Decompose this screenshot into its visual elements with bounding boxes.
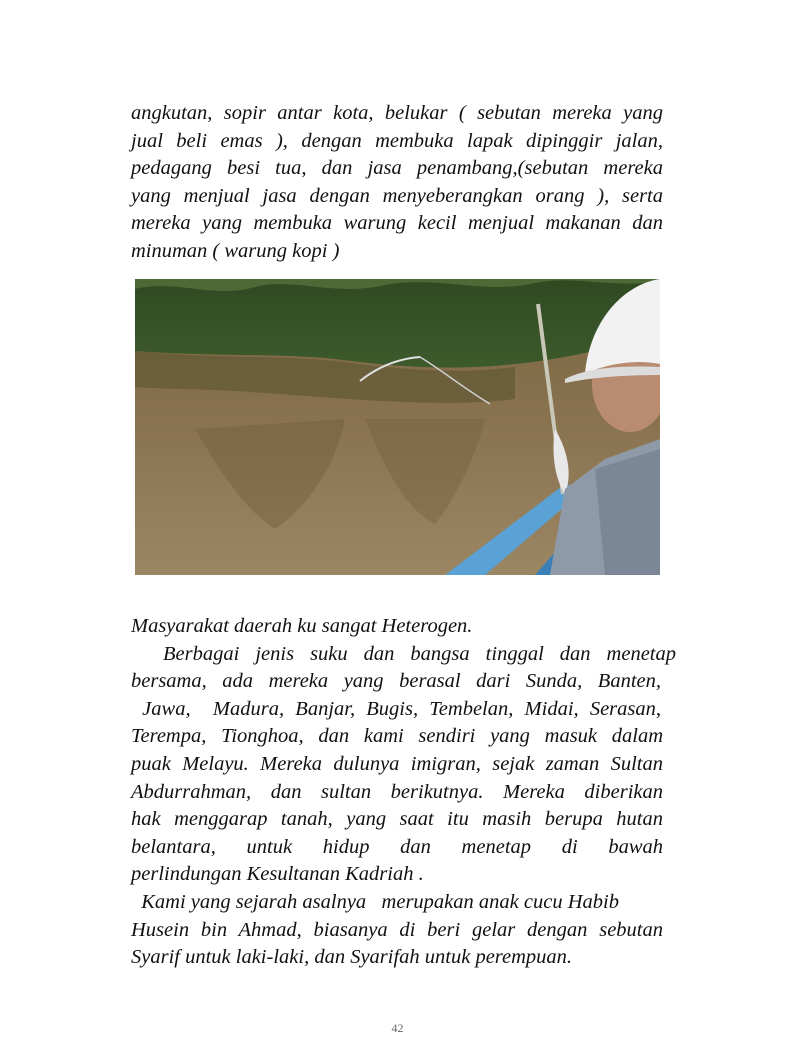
- page-number: 42: [391, 1021, 404, 1035]
- text-line: jual beli emas ), dengan membuka lapak dipinggir jalan,: [131, 129, 663, 152]
- text-line: pedagang besi tua, dan jasa penambang,(sebutan mereka: [131, 157, 663, 180]
- text-line: angkutan, sopir antar kota, belukar ( sebutan mereka yang: [131, 102, 663, 124]
- photo-illustration: [135, 279, 660, 575]
- text-line: minuman ( warung kopi ): [131, 239, 340, 262]
- text-line: Abdurrahman, dan sultan berikutnya. Mereka diberikan: [131, 780, 663, 803]
- paragraph-top: [131, 100, 663, 266]
- text-line: Berbagai jenis suku dan bangsa tinggal dan menetap: [131, 642, 676, 665]
- text-line: puak Melayu. Mereka dulunya imigran, sejak zaman Sultan: [131, 752, 663, 775]
- text-line: Jawa, Madura, Banjar, Bugis, Tembelan, Midai, Serasan,: [131, 697, 661, 720]
- text-line: mereka yang membuka warung kecil menjual makanan dan: [131, 212, 663, 235]
- text-line: perlindungan Kesultanan Kadriah .: [131, 863, 424, 886]
- text-line: hak menggarap tanah, yang saat itu masih berupa hutan: [131, 808, 663, 831]
- river-fishing-photo: [135, 279, 660, 575]
- text-line: Husein bin Ahmad, biasanya di beri gelar dengan sebutan: [131, 918, 663, 941]
- text-line: bersama, ada mereka yang berasal dari Sunda, Banten,: [131, 670, 661, 693]
- text-line: yang menjual jasa dengan menyeberangkan orang ), serta: [131, 184, 663, 207]
- text-line: Syarif untuk laki-laki, dan Syarifah untuk perempuan.: [131, 946, 573, 969]
- paragraph-bottom: [131, 613, 676, 972]
- text-line: belantara, untuk hidup dan menetap di bawah: [131, 835, 663, 858]
- text-line: Terempa, Tionghoa, dan kami sendiri yang masuk dalam: [131, 725, 663, 748]
- text-line: Masyarakat daerah ku sangat Heterogen.: [131, 615, 473, 637]
- text-line: Kami yang sejarah asalnya merupakan anak cucu Habib: [131, 890, 619, 913]
